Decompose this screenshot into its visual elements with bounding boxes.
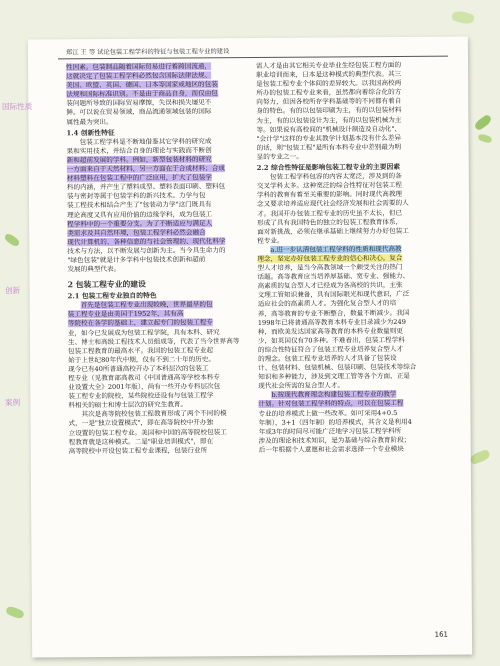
leaf-decoration bbox=[451, 9, 475, 25]
text-line: 科的内涵，并产生了塑料成型、塑料表面印刷、塑料包 bbox=[66, 182, 226, 192]
margin-note-innovation: 创新 bbox=[5, 286, 21, 295]
text-line: 的综合性特征符合了包装工程专业培养复合型人才 bbox=[257, 344, 404, 354]
text-line: 计、包装材料、包装机械、包装印刷、包装技术等综合 bbox=[258, 362, 417, 373]
text-line: 型人才培养，是当今高教领域一个颇受关注的热门 bbox=[257, 262, 403, 273]
text-line: 1998年已将普通高等教育本科专业目录减少为249 bbox=[257, 317, 406, 327]
highlighted-text: 程学科中的一个重要分支。为了不断适应与满足人 bbox=[67, 218, 213, 228]
header-rule bbox=[58, 56, 448, 60]
text-line: 果和实用技术，并结合自身的理论与实践而不断创 bbox=[66, 146, 212, 156]
margin-note-international: 国际性质 bbox=[2, 102, 33, 111]
journal-page bbox=[28, 36, 472, 657]
text-line: 文理工管知识兼备，具有国际眼光和现代意识，广泛 bbox=[257, 290, 410, 300]
text-line: 显的专业之一。 bbox=[256, 152, 303, 161]
text-line: 现今已有40所普通高校开办了本科层次的包装工 bbox=[68, 364, 209, 374]
text-line: "会计学"这样的专业其教学计划基本没有什么差异 bbox=[256, 133, 402, 143]
highlighted-text: 法规和国际标准识别。不是由于商品自身，而仅由包 bbox=[66, 89, 218, 99]
text-line: 包装工程教育的最高水平。我国的包装工程专业起 bbox=[67, 345, 214, 355]
text-line: "绿色包装"就是计多学科中包装技术创新和超前 bbox=[67, 255, 206, 265]
highlighted-text: 首先是包装工程专业出现较晚，世界最早的包 bbox=[80, 300, 213, 310]
text-line: 包装工程学科包容的内容太宽泛，涉及到的各 bbox=[269, 172, 402, 181]
text-line: 向努力，但因各校所存学科基础等的不同都有着自 bbox=[256, 97, 402, 107]
text-line: 装工程技术相结合产生了"包装动力学"这门既具有 bbox=[66, 200, 212, 210]
text-line: 立设置的包装工程专业。美国和中国的高等院校包装工 bbox=[68, 427, 227, 437]
text-line: 年或3年的时间尽可能广泛地学习包装工程学科所 bbox=[258, 426, 402, 436]
text-line: 发展的典型代表。 bbox=[67, 264, 121, 274]
text-line: 需人才是由其它相关专业毕业生经包装工程方面的 bbox=[256, 60, 402, 70]
text-line: 面对新挑战，必须在继承基础上继续努力办好包装工 bbox=[257, 226, 409, 236]
leaf-decoration bbox=[5, 605, 25, 621]
text-line: 装与密封等属于包装学科的新兴技术。力学与包 bbox=[66, 191, 206, 201]
margin-note-case: 案例 bbox=[5, 398, 21, 407]
leaf-decoration bbox=[473, 114, 493, 132]
text-line: 身的特色。有的以包装印刷为主，有的以包装材料 bbox=[256, 106, 402, 116]
text-line: 鲜。可以说在贸易领域，商品流通领域包装的国际 bbox=[66, 107, 212, 117]
text-line: 生、博士和高级工程技术人员组成等，代表了当今世界高等 bbox=[67, 336, 240, 346]
text-line: 始于上世纪80年代中期，仅有不到二十年的历史。 bbox=[68, 355, 215, 365]
subsection-heading: 2.2 综合性特征是影响包装工程专业的主要因素 bbox=[256, 162, 401, 172]
text-line: 种，而欧美发达国家高等教育的本科专业数量则更 bbox=[257, 326, 403, 336]
text-line: 高素质的复合型人才已经成为各高校的共识，主张 bbox=[257, 281, 403, 291]
highlighted-text: 现代计算机的、各种信息的与社会管理的、现代化科学 bbox=[67, 236, 226, 247]
text-line: 涉及的理论和技术知识，是为基础与综合教育阶段； bbox=[258, 435, 411, 445]
text-line: 装问题所导致的国际贸易摩擦，失误和损失屡见不 bbox=[66, 98, 212, 108]
text-line: 程教育就是这种模式。二是"职业培训模式"，即在 bbox=[68, 436, 214, 446]
text-line: 形成了具有我国特色的独立的包装工程教育体系， bbox=[257, 217, 403, 227]
text-line: 少，如英国仅有70多种。不难看出，包装工程学科 bbox=[257, 335, 405, 345]
text-line: 适应社会的高素质人才。为强化复合型人才的培 bbox=[257, 299, 397, 309]
leaf-decoration bbox=[3, 232, 20, 248]
highlighted-text: 类需求及其自然环境，包装工程学科必然会融合 bbox=[67, 227, 206, 237]
text-line: 现代社会所需的复合型人才。 bbox=[258, 381, 345, 391]
text-line: 属性最为突出。 bbox=[66, 117, 113, 126]
text-line: 话题。高等教育应当培养厚基础、宽专业、强能力、 bbox=[257, 272, 410, 282]
highlighted-text: 新和超前发展的学科。例如，新型包装材料的研究 bbox=[66, 155, 212, 165]
text-line: 为主，有的以包装设计为主，有的以包装机械为主 bbox=[256, 115, 402, 125]
text-line: 其次是高等院校包装工程教育形成了两个不同的模 bbox=[81, 409, 227, 419]
text-line: 所办的包装工程专业来看，虽然都向着综合化的方 bbox=[256, 88, 402, 98]
text-line: 念又要求培养适应现代社会经济发展和社会需要的人 bbox=[256, 199, 409, 209]
subsection-heading: 1.4 创新性特征 bbox=[66, 128, 115, 137]
left-column bbox=[66, 62, 257, 456]
highlighted-text: 一方面来自于天然材料，另一方面在于合成材料；合成 bbox=[66, 164, 226, 174]
text-line: 交叉学科太多。这种宽泛的综合性特征对包装工程 bbox=[256, 181, 402, 191]
text-line: 的话，则"包装工程"是所有本科专业中差别最为明 bbox=[256, 142, 402, 152]
text-line: 才。我国开办包装工程专业的历史虽不太长，但已 bbox=[257, 208, 403, 218]
subsection-heading: 2.1 包装工程专业独自的特色 bbox=[67, 291, 157, 301]
right-column bbox=[256, 61, 447, 455]
text-line: 程专业。 bbox=[257, 236, 284, 245]
highlighted-text: 等院校在各学的基础上，建立起专门的包装工程专 bbox=[67, 318, 213, 328]
highlighted-text: 美国、欧盟、英国、德国、日本等国家或地区的包装 bbox=[66, 80, 218, 90]
text-line: 理论高度又具有应用价值的边缘学科，成为包装工 bbox=[67, 209, 213, 219]
text-line: 程专业（见教育部高教司《中国普通高等学校本科专 bbox=[68, 373, 220, 383]
highlighted-text: 这就决定了包装工程学科必然包含国际法律法规、 bbox=[66, 71, 212, 81]
text-line: 科相关的硕士和博士层次的研究生教育。 bbox=[68, 400, 188, 410]
highlighted-text: 计划。针对包装工程学科的特点，可以在包装工程 bbox=[258, 399, 404, 409]
text-line: 业设置大全》2001年版），尚有一些开办专科层次包 bbox=[68, 382, 221, 392]
text-line: 装工程专业的院校，某些院校还设有与包装工程学 bbox=[68, 391, 214, 401]
highlighted-text: 材料塑料在包装工程中的广泛应用，扩大了包装学 bbox=[66, 173, 212, 183]
text-line: 的理念。包装工程专业培养的人才具备了包装设 bbox=[258, 353, 397, 363]
running-head: 郑江 王 等 试论包装工程学科的特征与包装工程专业的建设 bbox=[65, 48, 230, 57]
text-line: 技术与方法，以不断发展与创新为主。当今具生命力的 bbox=[67, 246, 226, 256]
section-heading: 2 包装工程专业的建设 bbox=[67, 279, 146, 290]
text-line: 等。如果说有高校间的"机械设计制造及自动化"、 bbox=[256, 124, 402, 134]
highlighted-text: b.按现代教育理念构建包装工程专业的教学 bbox=[271, 390, 397, 400]
text-line: 高等院校中开设包装工程专业课程，包装行业所 bbox=[68, 446, 208, 456]
highlighted-text: 性因素。包装制品随着国际贸易进行着跨国流通， bbox=[66, 62, 212, 72]
leaf-decoration bbox=[469, 449, 491, 465]
text-line: 养，高等教育的专业不断整合，数量不断减少。我国 bbox=[257, 308, 410, 318]
text-line: 后一年根据个人意愿和社会需求选择一个专业模块 bbox=[258, 444, 404, 454]
text-line: 业，如今已发展成为包装工程学院，具有本科、研究 bbox=[67, 327, 220, 337]
text-line: 学科的教育有着至关重要的影响。同时现代高教理 bbox=[256, 190, 403, 200]
highlighted-text: 理念，坚定办好包装工程专业的信心和决心。复合 bbox=[257, 253, 403, 263]
highlighted-text: 装工程专业是由美国于1952年，其有高 bbox=[67, 309, 184, 319]
text-line: 包装工程学科是不断地借鉴其它学科的研究成 bbox=[79, 137, 212, 146]
highlighted-text: a.进一步认清包装工程学科的性质和现代高教 bbox=[270, 244, 402, 254]
text-line: 专业的培养模式上做一些改革。如可采用4+0.5 bbox=[258, 408, 398, 418]
text-line: 年制），3+1（四年制）的培养模式，其含义是利用4 bbox=[258, 417, 412, 427]
leaf-decoration bbox=[477, 133, 493, 144]
page-number: 161 bbox=[434, 630, 449, 639]
text-line: 职业培训而来，日本是这种模式的典型代表。其三 bbox=[256, 70, 402, 80]
text-line: 是包装工程专业个体间的差异较大。以我国高校两 bbox=[256, 79, 402, 89]
text-line: 式，一是"独立设置模式"，即在高等院校中开办独 bbox=[68, 418, 214, 428]
text-line: 知识和多种能力，涉及到文理工管等各个方面，正是 bbox=[258, 372, 410, 382]
